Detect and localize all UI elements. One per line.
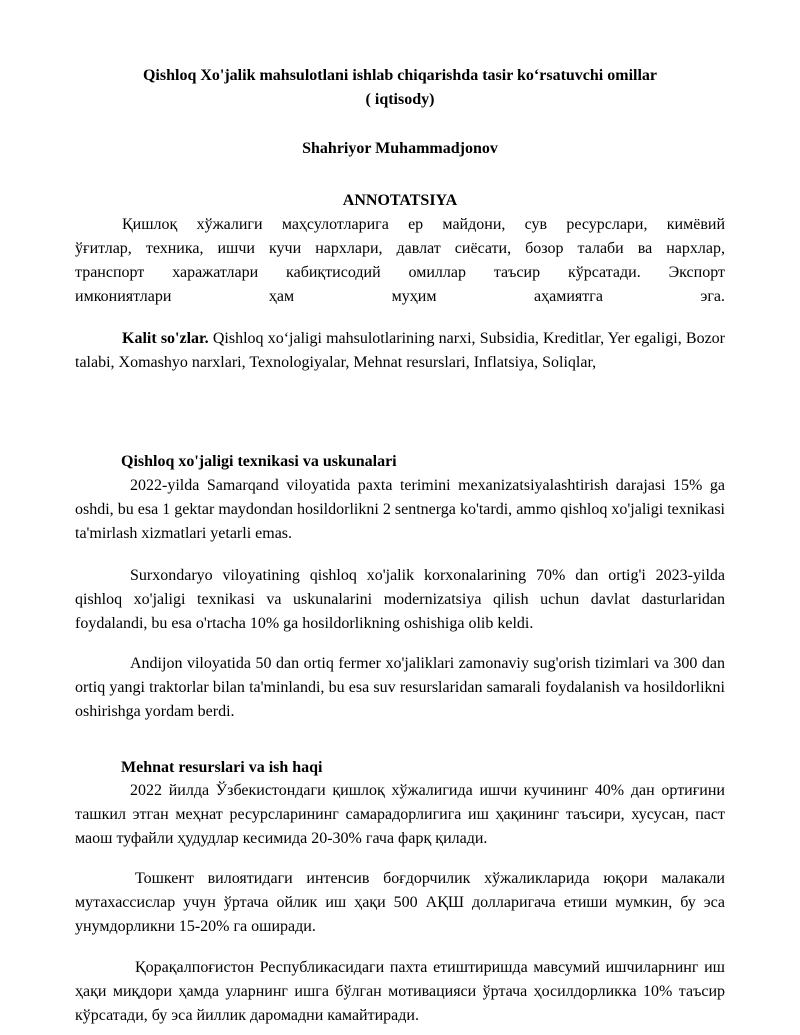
paragraph-surxondaryo: Surxondaryo viloyatining qishloq xo'jalik korxonalarining 70% dan ortig'i 2023-yilda qishloq xo'jaligi texnikasi va uskunalarini modernizatsiya qilish uchun davlat dasturlaridan foydalandi, bu esa o'rtacha 10% ga hosildorlikning oshishiga olib keldi. xyxy=(75,567,725,632)
paragraph-tashkent: Тошкент вилоятидаги интенсив боғдорчилик хўжаликларида юқори малакали мутахассислар учун ўртача ойлик иш ҳақи 500 АҚШ долларигача етиши мумкин, бу эса унумдорликни 15-20% га оширади. xyxy=(75,870,725,935)
title-line-2: ( iqtisody) xyxy=(365,91,435,108)
paragraph-uzbekistan-labor: 2022 йилда Ўзбекистондаги қишлоқ хўжалигида ишчи кучининг 40% дан ортиғини ташкил этган меҳнат ресурсларининг самарадорлигига иш ҳақининг таъсири, хусусан, паст маош туфайли ҳудудлар кесимида 20-30% гача фарқ қилади. xyxy=(75,782,725,847)
keywords-text: Qishloq xo‘jaligi mahsulotlarining narxi, Subsidia, Kreditlar, Yer egaligi, Bozor talabi, Xomashyo narxlari, Texnologiyalar, Mehnat resurslari, Inflatsiya, Soliqlar, xyxy=(75,330,726,371)
annotation-paragraph xyxy=(75,213,725,309)
annotation-line-2: ўғитлар, техника, ишчи кучи нархлари, давлат сиёсати, бозор талаби ва нархлар, xyxy=(75,240,725,257)
document-title xyxy=(75,64,725,112)
annotation-heading: ANNOTATSIYA xyxy=(342,192,458,209)
paragraph-karakalpakstan: Қорақалпоғистон Республикасидаги пахта етиштиришда мавсумий ишчиларнинг иш ҳақи миқдори ҳамда уларнинг ишга бўлган мотивацияси ўртача ҳосилдорликка 10% таъсир кўрсатади, бу эса йиллик даромадни камайтиради. xyxy=(75,959,725,1024)
section-heading-labor: Mehnat resurslari va ish haqi xyxy=(121,759,323,776)
paragraph-samarqand: 2022-yilda Samarqand viloyatida paxta terimini mexanizatsiyalashtirish darajasi 15% ga oshdi, bu esa 1 gektar maydondan hosildorlikni 2 sentnerga ko'tardi, ammo qishloq xo'jaligi texnikasi ta'mirlash xizmatlari yetarli emas. xyxy=(75,477,725,542)
annotation-line-4: имкониятлари ҳам муҳим аҳамиятга эга. xyxy=(75,288,725,305)
title-line-1: Qishloq Xo'jalik mahsulotlani ishlab chiqarishda tasir ko‘rsatuvchi omillar xyxy=(142,67,658,84)
keywords-paragraph xyxy=(75,327,725,375)
author-name: Shahriyor Muhammadjonov xyxy=(302,140,498,157)
paragraph-andijon: Andijon viloyatida 50 dan ortiq fermer xo'jaliklari zamonaviy sug'orish tizimlari va 300 dan ortiq yangi traktorlar bilan ta'minlandi, bu esa suv resurslaridan samarali foydalanish va hosildorlikni oshirishga yordam berdi. xyxy=(75,655,725,720)
section-heading-machinery: Qishloq xo'jaligi texnikasi va uskunalari xyxy=(121,453,397,470)
keywords-label: Kalit so'zlar. xyxy=(122,330,209,347)
annotation-line-1: Қишлоқ хўжалиги маҳсулотларига ер майдони, сув ресурслари, кимёвий xyxy=(122,216,725,233)
annotation-line-3: транспорт харажатлари кабиқтисодий омиллар таъсир кўрсатади. Экспорт xyxy=(75,264,725,281)
